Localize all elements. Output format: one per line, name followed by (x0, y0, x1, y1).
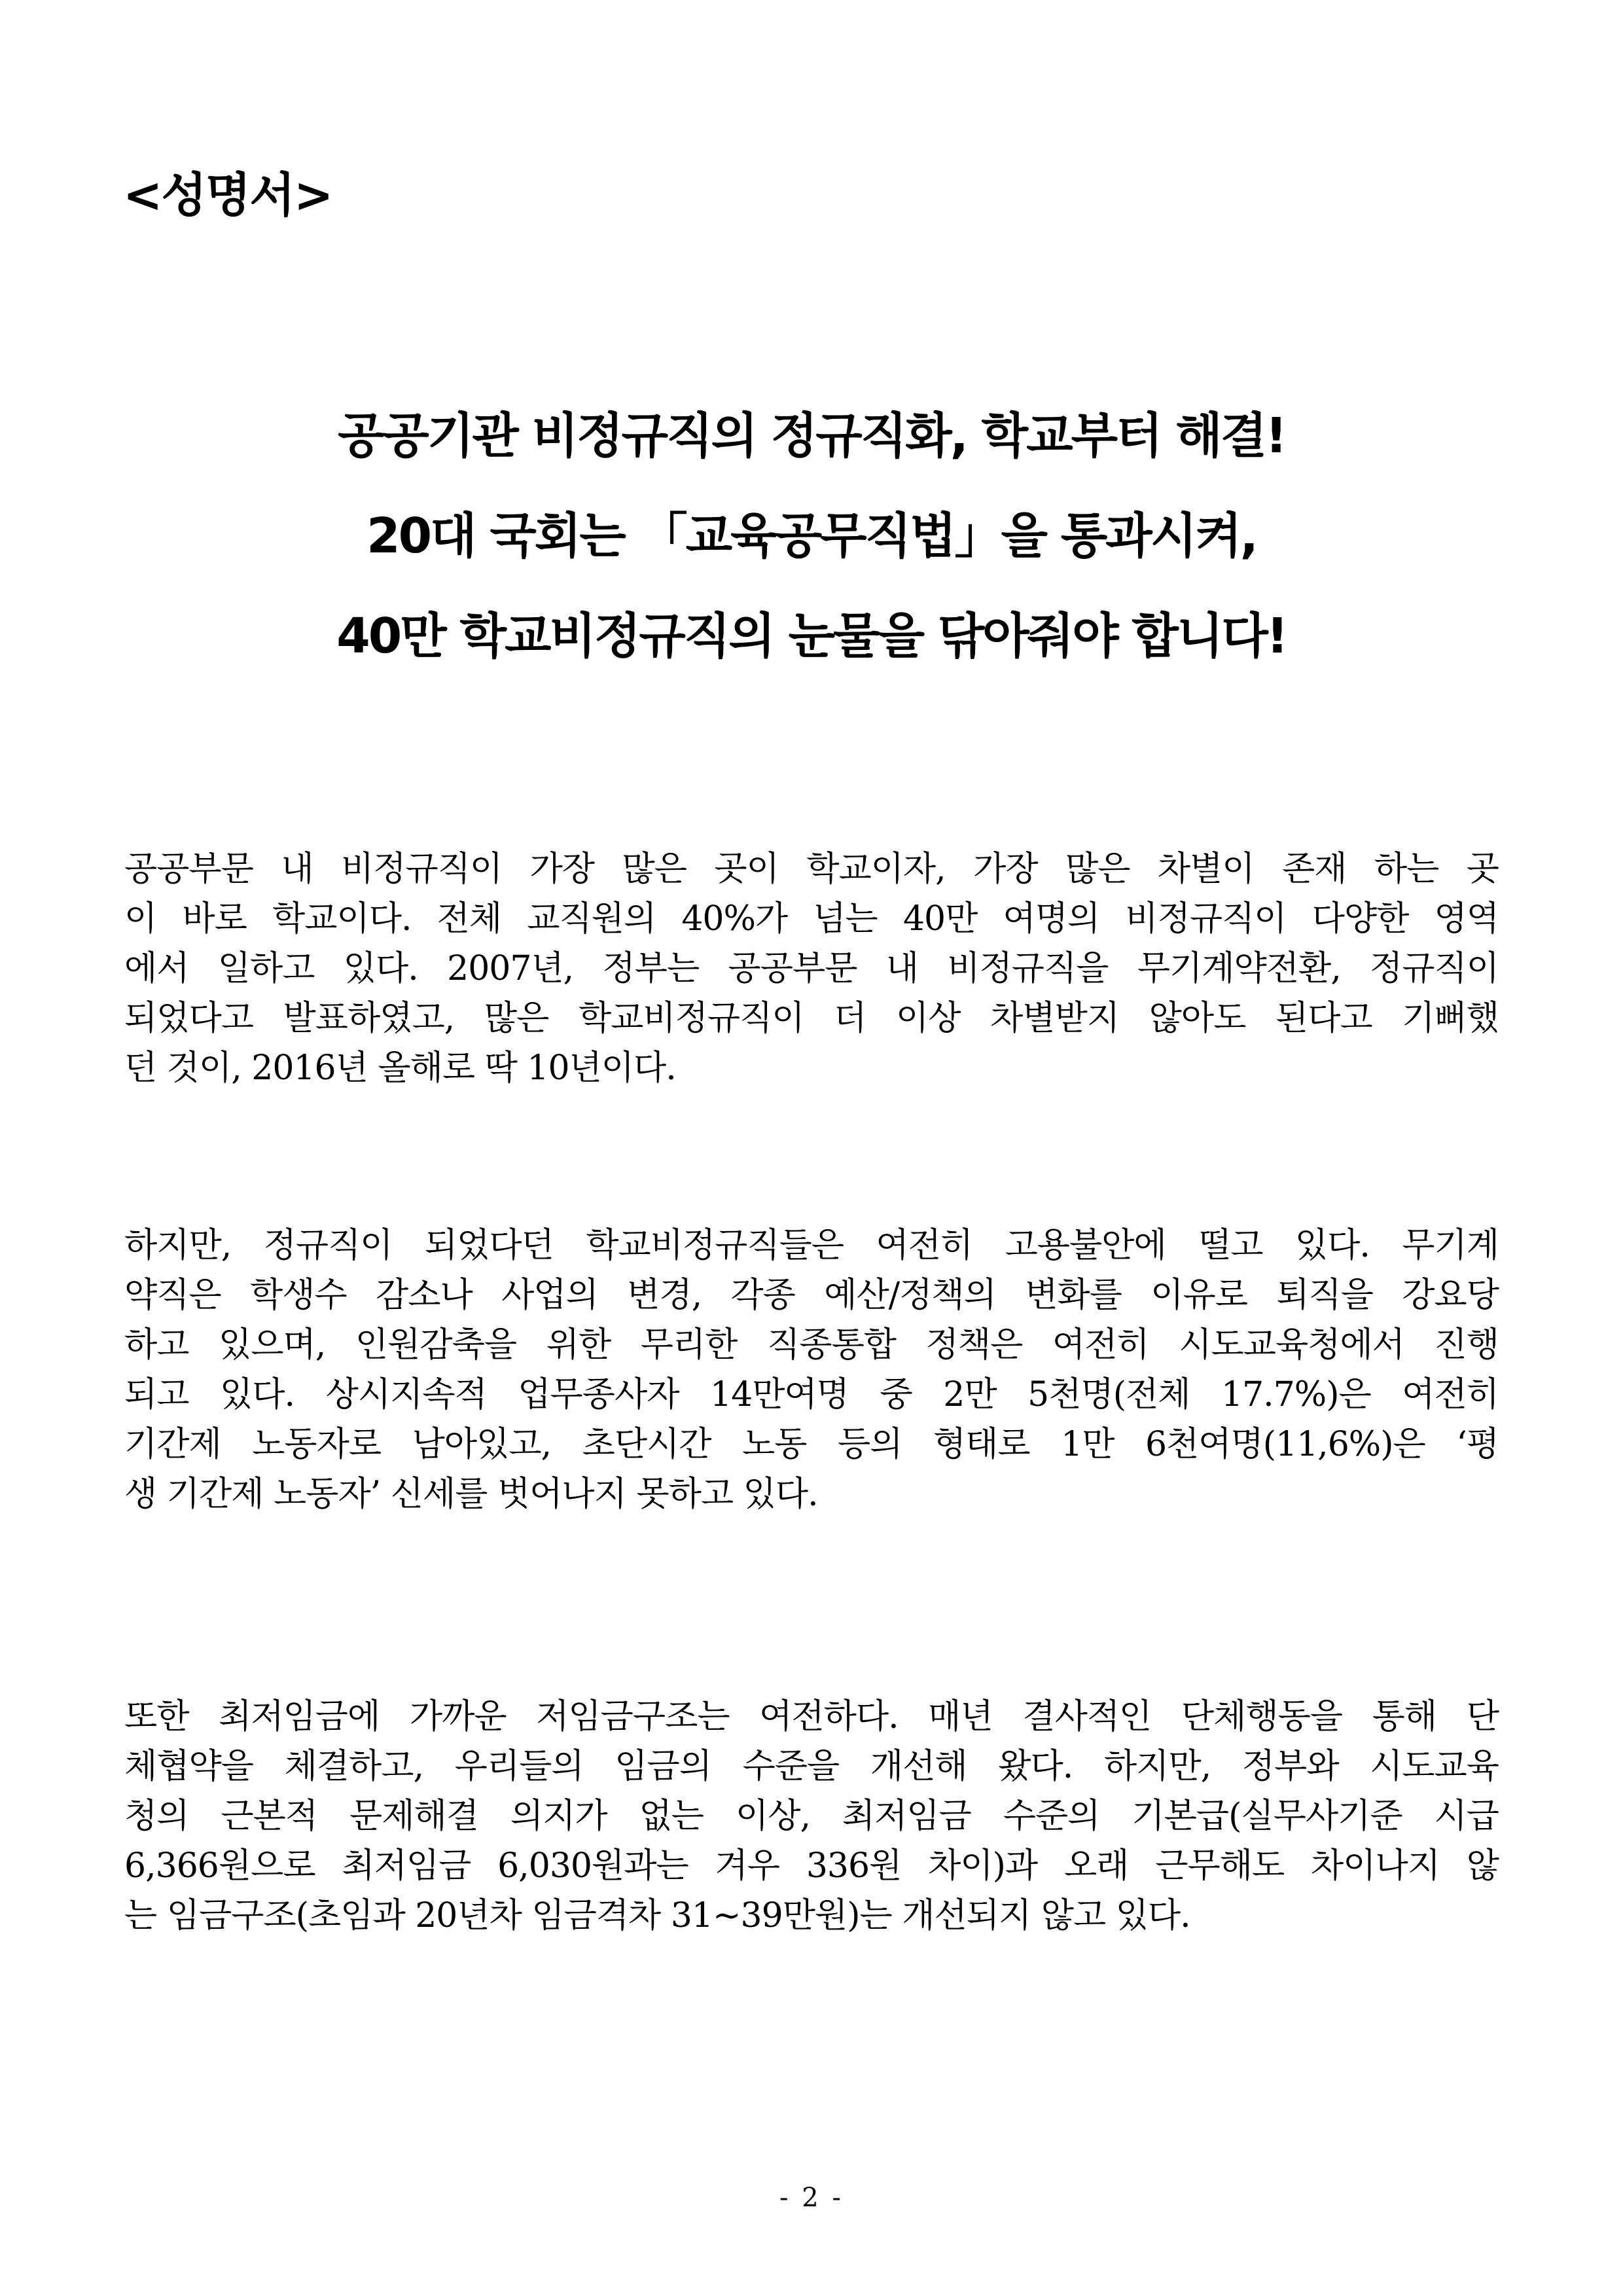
paragraph-line: 또한 최저임금에 가까운 저임금구조는 여전하다. 매년 결사적인 단체행동을 통해 단 (124, 1697, 1499, 1736)
paragraph-line: 되고 있다. 상시지속적 업무종사자 14만여명 중 2만 5천명(전체 17.7%)은 여전히 (124, 1375, 1499, 1414)
paragraph-line: 하고 있으며, 인원감축을 위한 무리한 직종통합 정책은 여전히 시도교육청에서 진행 (124, 1325, 1499, 1365)
paragraph-line: 되었다고 발표하였고, 많은 학교비정규직이 더 이상 차별받지 않아도 된다고 기뻐했 (124, 999, 1499, 1038)
body-paragraph (124, 1221, 1499, 1519)
page-number: - 2 - (779, 2183, 844, 2213)
paragraph-line: 생 기간제 노동자’ 신세를 벗어나지 못하고 있다. (124, 1475, 818, 1514)
body-paragraph (124, 844, 1499, 1093)
paragraph-line: 에서 일하고 있다. 2007년, 정부는 공공부문 내 비정규직을 무기계약전환, 정규직이 (124, 949, 1499, 988)
paragraph-line: 공공부문 내 비정규직이 가장 많은 곳이 학교이자, 가장 많은 차별이 존재 하는 곳 (124, 850, 1499, 889)
paragraph-line: 던 것이, 2016년 올해로 딱 10년이다. (124, 1049, 676, 1088)
paragraph-line: 청의 근본적 문제해결 의지가 없는 이상, 최저임금 수준의 기본급(실무사기준 시급 (124, 1797, 1499, 1836)
headline-line: 20대 국회는 「교육공무직법」을 통과시켜, (366, 508, 1257, 564)
paragraph-line: 6,366원으로 최저임금 6,030원과는 겨우 336원 차이)과 오래 근무해도 차이나지 않 (124, 1846, 1499, 1886)
headline-line: 40만 학교비정규직의 눈물을 닦아줘야 합니다! (336, 608, 1287, 664)
paragraph-line: 하지만, 정규직이 되었다던 학교비정규직들은 여전히 고용불안에 떨고 있다. 무기계 (124, 1226, 1499, 1265)
body-paragraph (124, 1692, 1499, 1941)
statement-headline (0, 386, 1623, 687)
paragraph-line: 약직은 학생수 감소나 사업의 변경, 각종 예산/정책의 변화를 이유로 퇴직을 강요당 (124, 1276, 1499, 1315)
paragraph-line: 는 임금구조(초임과 20년차 임금격차 31~39만원)는 개선되지 않고 있다. (124, 1896, 1190, 1935)
document-label: <성명서> (123, 168, 332, 223)
headline-line: 공공기관 비정규직의 정규직화, 학교부터 해결! (337, 408, 1286, 464)
paragraph-line: 기간제 노동자로 남아있고, 초단시간 노동 등의 형태로 1만 6천여명(11,6%)은 ‘평 (124, 1425, 1499, 1464)
paragraph-line: 이 바로 학교이다. 전체 교직원의 40%가 넘는 40만 여명의 비정규직이 다양한 영역 (124, 899, 1499, 939)
paragraph-line: 체협약을 체결하고, 우리들의 임금의 수준을 개선해 왔다. 하지만, 정부와 시도교육 (124, 1747, 1499, 1786)
